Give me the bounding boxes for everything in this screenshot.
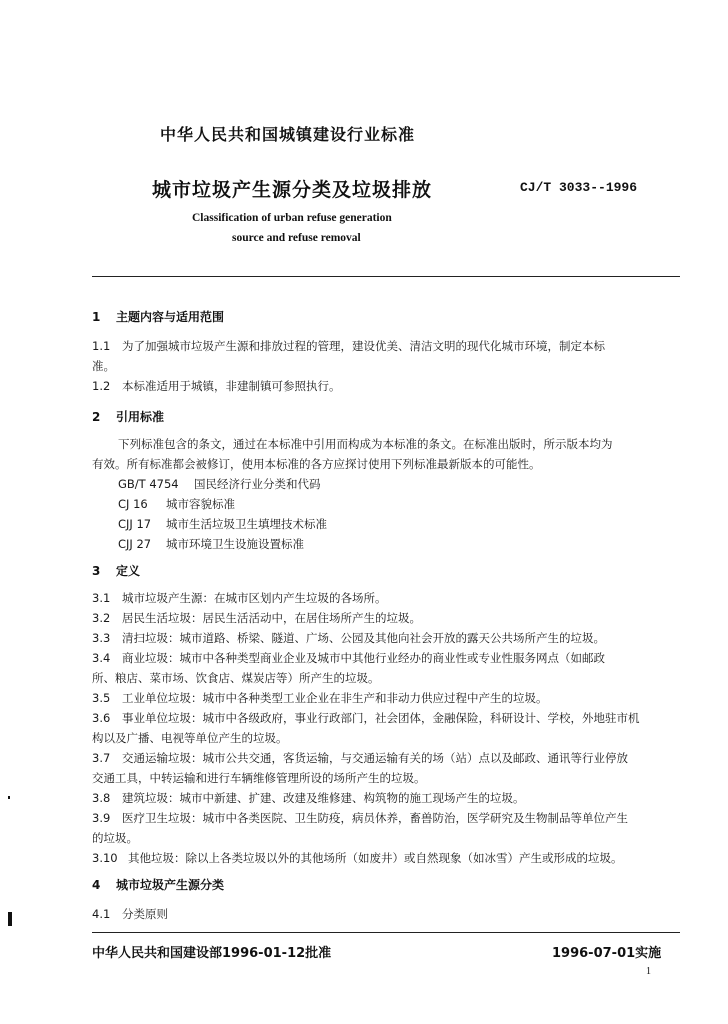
clause-number: 3.9: [92, 811, 111, 825]
clause-1-1: [92, 338, 605, 354]
clause-number: 3.8: [92, 791, 111, 805]
clause-text: 本标准适用于城镇，非建制镇可参照执行。: [122, 379, 341, 393]
implementation-date: 1996-07-01实施: [552, 946, 662, 961]
section-title: 主题内容与适用范围: [116, 310, 225, 324]
clause-number: 3.7: [92, 751, 111, 765]
clause-text: 商业垃圾：城市中各种类型商业企业及城市中其他行业经办的商业性或专业性服务网点（如邮政: [122, 651, 605, 665]
scan-speck: [8, 796, 10, 799]
clause-number: 3.1: [92, 591, 111, 605]
section-title: 定义: [116, 564, 141, 578]
clause-number: 1.1: [92, 339, 111, 353]
header-divider: [92, 276, 680, 277]
clause-text: 为了加强城市垃圾产生源和排放过程的管理，建设优美、清洁文明的现代化城市环境，制定本标: [122, 339, 605, 353]
clause-text: 分类原则: [122, 907, 168, 921]
clause-number: 3.10: [92, 851, 118, 865]
reference-name: 城市容貌标准: [166, 497, 235, 511]
section-number: 2: [92, 410, 101, 424]
clause-number: 4.1: [92, 907, 111, 921]
section-title: 城市垃圾产生源分类: [116, 878, 225, 892]
clause-1-1-continued: 准。: [92, 359, 115, 373]
footer-divider: [92, 932, 680, 933]
reference-item: [118, 476, 321, 492]
reference-item: [118, 516, 327, 532]
clause-number: 3.5: [92, 691, 111, 705]
clause-text: 居民生活垃圾：居民生活活动中，在居住场所产生的垃圾。: [122, 611, 421, 625]
clause-number: 1.2: [92, 379, 111, 393]
section-number: 3: [92, 564, 101, 578]
standard-code: CJ/T 3033--1996: [520, 180, 638, 195]
definition-3-1: [92, 590, 387, 606]
reference-code: CJJ 27: [118, 537, 152, 551]
approval-line: 中华人民共和国建设部1996-01-12批准: [92, 946, 332, 961]
reference-name: 城市环境卫生设施设置标准: [166, 537, 304, 551]
reference-code: CJJ 17: [118, 517, 152, 531]
definition-3-6: [92, 710, 640, 726]
standard-title-english-line1: Classification of urban refuse generation: [192, 212, 392, 224]
standard-title-english-line2: source and refuse removal: [232, 232, 361, 244]
definition-3-6-continued: 构以及广播、电视等单位产生的垃圾。: [92, 731, 288, 745]
clause-text: 建筑垃圾：城市中新建、扩建、改建及维修建、构筑物的施工现场产生的垃圾。: [122, 791, 525, 805]
definition-3-7: [92, 750, 628, 766]
clause-number: 3.2: [92, 611, 111, 625]
definition-3-8: [92, 790, 525, 806]
section-1-heading: [92, 308, 224, 325]
clause-number: 3.6: [92, 711, 111, 725]
section-2-heading: [92, 408, 164, 425]
definition-3-2: [92, 610, 421, 626]
references-intro-line2: 有效。所有标准都会被修订，使用本标准的各方应探讨使用下列标准最新版本的可能性。: [92, 457, 541, 471]
clause-text: 事业单位垃圾：城市中各级政府，事业行政部门，社会团体，金融保险，科研设计、学校，外地驻市机: [122, 711, 640, 725]
clause-text: 其他垃圾：除以上各类垃圾以外的其他场所（如废井）或自然现象（如冰雪）产生或形成的垃圾。: [128, 851, 623, 865]
reference-item: [118, 496, 235, 512]
definition-3-5: [92, 690, 548, 706]
clause-4-1: [92, 906, 168, 922]
reference-item: [118, 536, 304, 552]
standard-title-chinese: 城市垃圾产生源分类及垃圾排放: [152, 179, 433, 201]
standard-category-title: 中华人民共和国城镇建设行业标准: [160, 125, 416, 144]
definition-3-10: [92, 850, 623, 866]
clause-text: 交通运输垃圾：城市公共交通，客货运输，与交通运输有关的场（站）点以及邮政、通讯等行业停放: [122, 751, 628, 765]
reference-code: GB/T 4754: [118, 477, 179, 491]
section-4-heading: [92, 876, 224, 893]
clause-text: 城市垃圾产生源：在城市区划内产生垃圾的各场所。: [122, 591, 387, 605]
definition-3-7-continued: 交通工具，中转运输和进行车辆维修管理所设的场所产生的垃圾。: [92, 771, 426, 785]
clause-text: 医疗卫生垃圾：城市中各类医院、卫生防疫，病员休养，畜兽防治，医学研究及生物制品等单位产生: [122, 811, 628, 825]
scan-mark: [8, 912, 12, 926]
reference-name: 国民经济行业分类和代码: [194, 477, 321, 491]
clause-number: 3.3: [92, 631, 111, 645]
section-3-heading: [92, 562, 140, 579]
definition-3-3: [92, 630, 605, 646]
definition-3-4-continued: 所、粮店、菜市场、饮食店、煤炭店等）所产生的垃圾。: [92, 671, 380, 685]
clause-text: 工业单位垃圾：城市中各种类型工业企业在非生产和非动力供应过程中产生的垃圾。: [122, 691, 548, 705]
section-title: 引用标准: [116, 410, 165, 424]
definition-3-4: [92, 650, 605, 666]
clause-text: 清扫垃圾：城市道路、桥梁、隧道、广场、公园及其他向社会开放的露天公共场所产生的垃圾。: [122, 631, 605, 645]
page-number: 1: [646, 966, 651, 977]
clause-number: 3.4: [92, 651, 111, 665]
section-number: 4: [92, 878, 101, 892]
clause-1-2: [92, 378, 341, 394]
section-number: 1: [92, 310, 101, 324]
references-intro-line1: 下列标准包含的条文，通过在本标准中引用而构成为本标准的条文。在标准出版时，所示版本均为: [118, 437, 613, 451]
definition-3-9-continued: 的垃圾。: [92, 831, 138, 845]
reference-name: 城市生活垃圾卫生填埋技术标准: [166, 517, 327, 531]
definition-3-9: [92, 810, 628, 826]
reference-code: CJ 16: [118, 497, 148, 511]
